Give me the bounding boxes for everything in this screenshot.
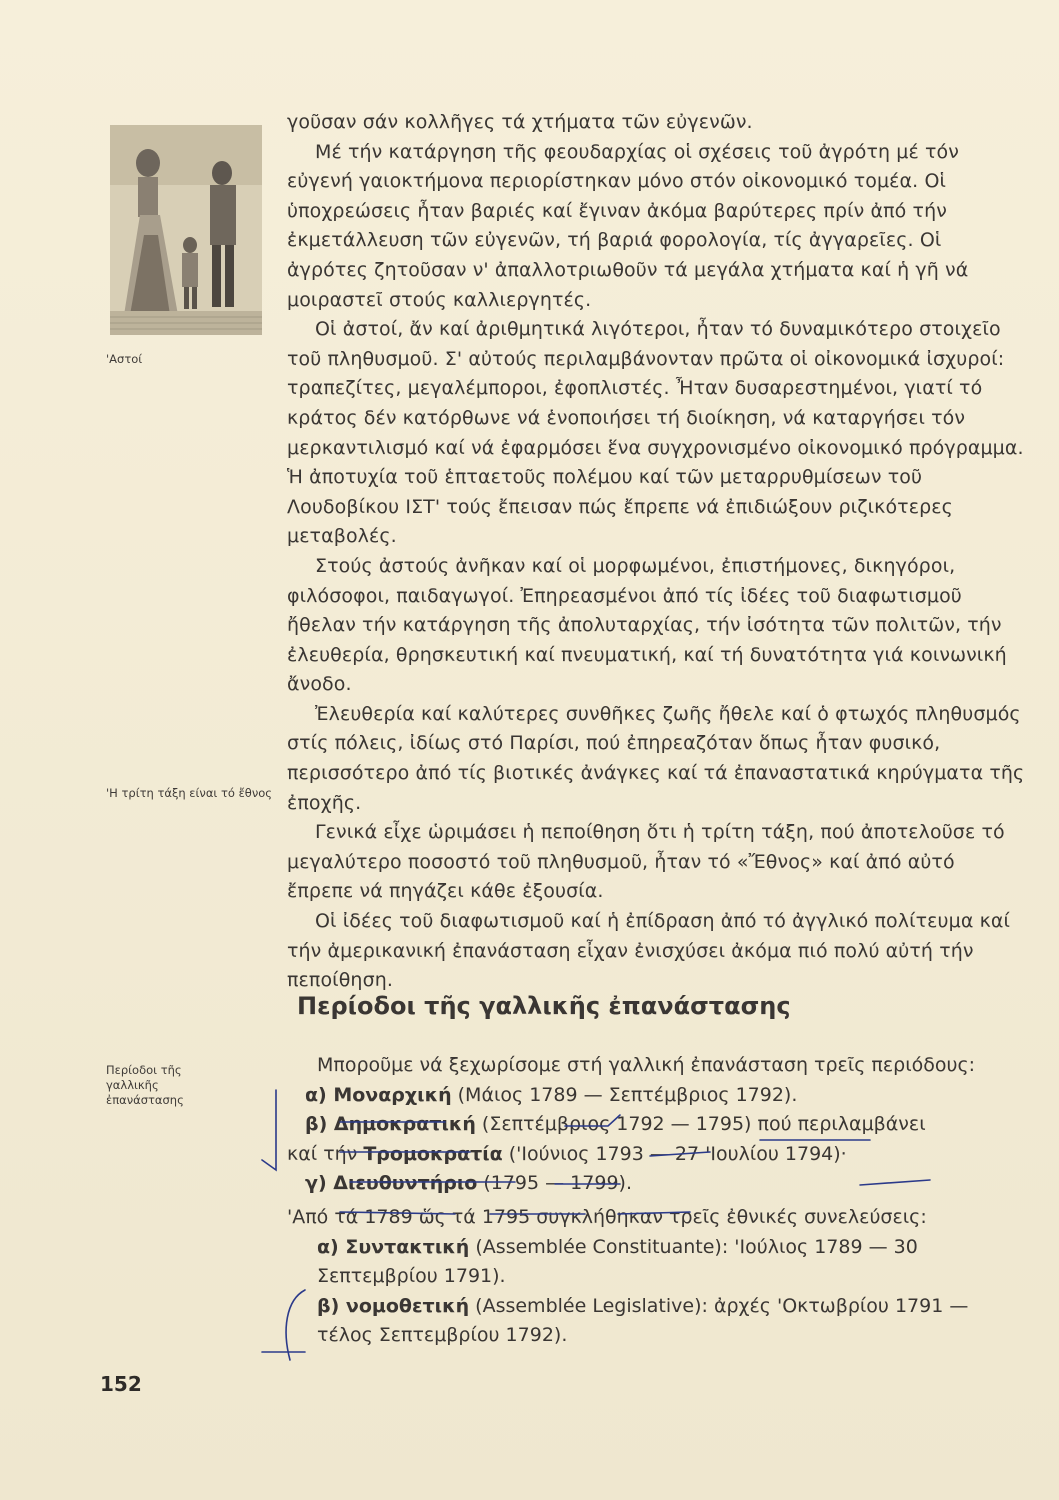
period-text: (Σεπτέμβριος 1792 — 1795) πού περιλαμβάνει [475,1113,926,1136]
assembly-label: α) Συντακτική [317,1235,470,1258]
paragraph: Ἐλευθερία καί καλύτερες συνθῆκες ζωῆς ἤθελε καί ὁ φτωχός πληθυσμός στίς πόλεις, ἰδίως στό Παρίσι, πού ἐπηρεαζόταν ὅπως ἦταν φυσικό, περισσότερο ἀπό τίς βιοτικές ἀνάγκες καί τά ἐπαναστατικά κηρύγματα τῆς ἐποχῆς. [287,702,1025,814]
period-text: καί τήν [287,1142,364,1165]
paragraph: γοῦσαν σάν κολλῆγες τά χτήματα τῶν εὐγενῶν. [287,111,753,133]
engraving-figures-image [110,125,262,335]
assembly-text: (Assemblée Legislative): ἀρχές 'Οκτωβρίου 1791 — τέλος Σεπτεμβρίου 1792). [317,1294,969,1347]
period-item [287,1169,1027,1199]
margin-column [0,0,275,1500]
page-number: 152 [100,1372,142,1396]
margin-caption-periods: Περίοδοι τῆς γαλλικῆς ἐπανάστασης [106,1063,184,1107]
period-text: ('Ιούνιος 1793 — 27 'Ιουλίου 1794)· [502,1142,847,1165]
assembly-label: β) νομοθετική [317,1294,470,1317]
period-item [287,1110,1027,1140]
main-text [287,108,1027,996]
period-text: (Μάιος 1789 — Σεπτέμβριος 1792). [451,1083,798,1106]
engraving-illustration [110,125,262,335]
assemblies-intro: 'Από τά 1789 ὥς τά 1795 συγκλήθηκαν τρεῖς ἐθνικές συνελεύσεις: [287,1205,927,1228]
paragraph: Γενικά εἶχε ὡριμάσει ἡ πεποίθηση ὅτι ἡ τρίτη τάξη, πού ἀποτελοῦσε τό μεγαλύτερο ποσοστό τοῦ πληθυσμοῦ, ἦταν τό «Ἔθνος» καί ἀπό αὐτό ἔπρεπε νά πηγάζει κάθε ἐξουσία. [287,821,1005,903]
margin-caption-citizens: 'Αστοί [106,352,143,366]
margin-caption-third-estate: 'Η τρίτη τάξη είναι τό ἔθνος [106,786,273,800]
paragraph: Στούς ἀστούς ἀνῆκαν καί οἱ μορφωμένοι, ἐπιστήμονες, δικηγόροι, φιλόσοφοι, παιδαγωγοί. Ἐπηρεασμένοι ἀπό τίς ἰδέες τοῦ διαφωτισμοῦ ἤθελαν τήν κατάργηση τῆς ἀπολυταρχίας, τήν ἰσότητα τῶν πολιτῶν, τήν ἐλευθερία, θρησκευτική καί πνευματική, καί τή δυνατότητα γιά κοινωνική ἄνοδο. [287,554,1007,696]
periods-intro: Μποροῦμε νά ξεχωρίσομε στή γαλλική ἐπανάσταση τρεῖς περιόδους: [317,1054,976,1076]
period-label: Τρομοκρατία [363,1142,503,1165]
paragraph: Μέ τήν κατάργηση τῆς φεουδαρχίας οἱ σχέσεις τοῦ ἀγρότη μέ τόν εὐγενή γαιοκτήμονα περιορίστηκαν μόνο στόν οἰκονομικό τομέα. Οἱ ὑποχρεώσεις ἦταν βαριές καί ἔγιναν ἀκόμα βαρύτερες πρίν ἀπό τήν ἐκμετάλλευση τῶν εὐγενῶν, τή βαριά φορολογία, τίς ἀγγαρεῖες. Οἱ ἀγρότες ζητοῦσαν ν' ἀπαλλοτριωθοῦν τά μεγάλα χτήματα καί ἡ γῆ νά μοιραστεῖ στούς καλλιεργητές. [287,140,969,311]
period-label: γ) Διευθυντήριο [305,1172,478,1195]
period-item [287,1081,1027,1111]
assembly-text: (Assemblée Constituante): 'Ιούλιος 1789 — 30 Σεπτεμβρίου 1791). [317,1235,918,1288]
periods-section [287,1051,1027,1351]
paragraph: Οἱ ἰδέες τοῦ διαφωτισμοῦ καί ἡ ἐπίδραση ἀπό τό ἀγγλικό πολίτευμα καί τήν ἀμερικανική ἐπανάσταση εἶχαν ἐνισχύσει ἀκόμα πιό πολύ αὐτή τήν πεποίθηση. [287,910,1011,992]
assembly-item [287,1292,1027,1351]
period-item-continuation [287,1140,1027,1170]
period-text: (1795 — 1799). [477,1172,632,1195]
period-label: α) Μοναρχική [305,1083,452,1106]
paragraph: Οἱ ἀστοί, ἄν καί ἀριθμητικά λιγότεροι, ἦταν τό δυναμικότερο στοιχεῖο τοῦ πληθυσμοῦ. Σ' αὐτούς περιλαμβάνονταν πρῶτα οἱ οἰκονομικά ἰσχυροί: τραπεζίτες, μεγαλέμποροι, ἐφοπλιστές. Ἦταν δυσαρεστημένοι, γιατί τό κράτος δέν κατόρθωνε νά ἑνοποιήσει τή διοίκηση, νά καταργήσει τόν μερκαντιλισμό καί νά ἐφαρμόσει ἕνα συγχρονισμένο οἰκονομικό πρόγραμμα. Ἡ ἀποτυχία τοῦ ἑπταετοῦς πολέμου καί τῶν μεταρρυθμίσεων τοῦ Λουδοβίκου ΙΣΤ' τούς ἔπεισαν πώς ἔπρεπε νά ἐπιδιώξουν ριζικότερες μεταβολές. [287,318,1024,548]
period-label: β) Δημοκρατική [305,1113,476,1136]
section-title: Περίοδοι τῆς γαλλικῆς ἐπανάστασης [297,992,791,1020]
assembly-item [287,1233,1027,1292]
